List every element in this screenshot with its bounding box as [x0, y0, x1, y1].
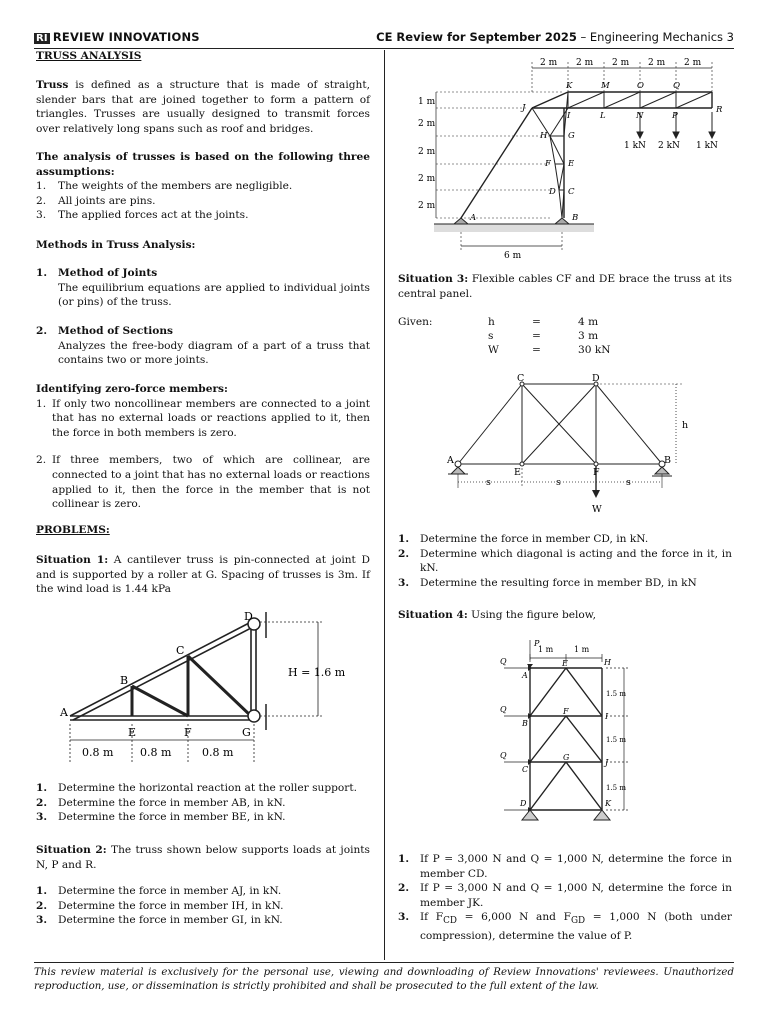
fig2-label-f: F — [545, 159, 551, 169]
given-w-value: 30 kN — [578, 344, 611, 356]
given-w-eq: = — [532, 344, 541, 356]
fig1-span-1: 0.8 m — [82, 746, 114, 759]
fig4-dim-1: 1 m — [538, 645, 554, 654]
fig1-label-b: B — [120, 674, 129, 687]
fig4-label-j: J — [605, 758, 609, 767]
fig2-label-a: A — [470, 213, 477, 223]
given-h-key: h — [488, 316, 495, 328]
fig2-label-b: B — [572, 213, 579, 223]
situation-1 — [36, 553, 370, 597]
list-item: 2. All joints are pins. — [36, 194, 156, 207]
fig4-label-d: D — [520, 799, 527, 808]
fig1-label-g: G — [242, 726, 251, 739]
situation-1-text: A cantilever truss is pin-connected at joint D and is supported by a roller at G. Spacing of trusses is 3m. If the wind load is 1.44 kPa — [36, 554, 370, 596]
fig2-load-r: 1 kN — [696, 141, 718, 151]
fig2-label-e: E — [568, 159, 575, 169]
fig2-side-dim-4: 2 m — [418, 174, 436, 184]
fig1-label-e: E — [128, 726, 137, 739]
fig2-top-dim-3: 2 m — [612, 58, 630, 68]
situation-4-questions: 1. If P = 3,000 N and Q = 1,000 N, determine the force in member CD. 2. If P = 3,000 N and Q = 1,000 N, determine the force in member JK. 3. If $F_{CD} = 6,000$ N and $F_{GD} = 1,000$ N (both under compression), determine the value of P. — [398, 853, 732, 943]
fig1-label-f: F — [184, 726, 192, 739]
fig4-q-1: Q — [500, 657, 507, 666]
fig4-label-b: B — [522, 719, 528, 728]
fig3-label-f: F — [593, 467, 600, 478]
fig2-base-dim: 6 m — [504, 251, 522, 261]
list-item: 1. If only two noncollinear members are connected to a joint that has no external loads or reactions applied to it, then the force in both members is zero. — [36, 397, 370, 439]
given-w-key: W — [488, 344, 499, 356]
truss-definition — [36, 78, 370, 136]
fig3-h-label: h — [682, 420, 689, 431]
fig2-label-o: O — [637, 81, 644, 91]
copyright-footer: This review material is exclusively for the personal use, viewing and downloading of Review Innovations' reviewees. Unauthorized reproduction, use, or dissemination is strictly prohibited and shall be prosecuted to the full extent of the law. — [34, 962, 734, 994]
fig3-s-2: s — [556, 477, 561, 488]
given-s-eq: = — [532, 330, 541, 342]
section-title: TRUSS ANALYSIS — [36, 50, 142, 62]
fig4-label-i: I — [605, 712, 609, 721]
fig1-label-c: C — [176, 644, 185, 657]
braced-truss-figure — [438, 372, 708, 520]
fig2-label-r: R — [716, 105, 723, 115]
column-divider — [384, 50, 385, 960]
fig4-height-3: 1.5 m — [606, 784, 626, 792]
given-s-value: 3 m — [578, 330, 599, 342]
fig4-label-h: H — [604, 658, 611, 667]
fig2-label-j: J — [522, 103, 526, 113]
fig2-label-i: I — [567, 111, 571, 121]
tower-truss-figure — [494, 638, 644, 834]
fig2-load-p: 2 kN — [658, 141, 680, 151]
fig3-w-label: W — [592, 504, 602, 515]
fig4-label-f: F — [563, 707, 569, 716]
fig4-label-k: K — [605, 799, 611, 808]
method-joints: 1. Method of Joints The equilibrium equations are applied to individual joints (or pins) of the truss. — [36, 267, 370, 309]
method-sections-title: Method of Sections — [58, 325, 174, 337]
list-item: 1. The weights of the members are negligible. — [36, 180, 293, 193]
truss-term: Truss — [36, 79, 69, 91]
cantilever-truss-figure — [56, 610, 376, 770]
situation-2-questions: 1. Determine the force in member AJ, in kN. 2. Determine the force in member IH, in kN. 3. Determine the force in member GI, in kN. — [36, 885, 284, 927]
fig2-top-dim-4: 2 m — [648, 58, 666, 68]
assumptions-block — [36, 150, 370, 223]
fig3-label-d: D — [592, 373, 600, 384]
fig4-height-1: 1.5 m — [606, 690, 626, 698]
fig4-p-label: P — [534, 639, 540, 648]
method-sections-text: Analyzes the free-body diagram of a part of a truss that contains two or more joints. — [58, 339, 370, 367]
fig4-label-c: C — [522, 765, 529, 774]
fig3-s-1: s — [486, 477, 491, 488]
subject-name: Engineering Mechanics 3 — [589, 30, 734, 44]
situation-3-questions: 1. Determine the force in member CD, in kN. 2. Determine which diagonal is acting and the force in it, in kN. 3. Determine the resulting force in member BD, in kN — [398, 533, 732, 589]
fig4-q-3: Q — [500, 751, 507, 760]
fig2-side-dim-2: 2 m — [418, 119, 436, 129]
load-arrow-icon — [592, 490, 600, 498]
problems-title: PROBLEMS: — [36, 524, 110, 536]
fig3-s-3: s — [626, 477, 631, 488]
given-s-key: s — [488, 330, 494, 342]
situation-4-text: Using the figure below, — [467, 609, 596, 621]
fig4-label-a: A — [522, 671, 528, 680]
fig2-side-dim-5: 2 m — [418, 201, 436, 211]
fig1-span-2: 0.8 m — [140, 746, 172, 759]
fig4-q-2: Q — [500, 705, 507, 714]
methods-title: Methods in Truss Analysis: — [36, 239, 196, 251]
fig2-label-p: P — [672, 111, 678, 121]
fig2-label-d: D — [549, 187, 556, 197]
logo-text: REVIEW INNOVATIONS — [52, 30, 200, 44]
fig2-label-q: Q — [673, 81, 680, 91]
fig2-label-c: C — [568, 187, 575, 197]
fig4-dim-2: 1 m — [574, 645, 590, 654]
fig2-label-l: L — [600, 111, 606, 121]
method-joints-text: The equilibrium equations are applied to individual joints (or pins) of the truss. — [58, 281, 370, 309]
situation-3-label: Situation 3: — [398, 273, 469, 285]
situation-3-text: Flexible cables CF and DE brace the truss at its central panel. — [398, 273, 732, 300]
situation-2-text: The truss shown below supports loads at joints N, P and R. — [36, 844, 370, 871]
fig2-top-dim-5: 2 m — [684, 58, 702, 68]
fig2-side-dim-1: 1 m — [418, 97, 436, 107]
method-sections: 2. Method of Sections Analyzes the free-body diagram of a part of a truss that contains two or more joints. — [36, 325, 370, 367]
course-name: CE Review for September 2025 — [376, 30, 577, 44]
logo-mark: RI — [36, 33, 48, 44]
zero-force-title: Identifying zero-force members: — [36, 383, 228, 395]
assumptions-title: The analysis of trusses is based on the following three assumptions: — [36, 151, 370, 178]
fig2-label-k: K — [566, 81, 573, 91]
roof-truss-figure — [414, 56, 724, 266]
situation-3 — [398, 272, 732, 301]
course-title — [376, 30, 734, 44]
situation-1-label: Situation 1: — [36, 554, 109, 566]
truss-definition-text: is defined as a structure that is made of straight, slender bars that are joined together to form a pattern of triangles. Trusses are usually designed to transmit forces over relatively long spans such as roof and bridges. — [36, 79, 370, 135]
title-dash: – — [576, 30, 590, 44]
given-h-eq: = — [532, 316, 541, 328]
fig2-side-dim-3: 2 m — [418, 147, 436, 157]
given-h-value: 4 m — [578, 316, 599, 328]
situation-1-questions: 1. Determine the horizontal reaction at the roller support. 2. Determine the force in member AB, in kN. 3. Determine the force in member BE, in kN. — [36, 782, 357, 824]
situation-2-label: Situation 2: — [36, 844, 107, 856]
situation-4-label: Situation 4: — [398, 609, 468, 621]
fig1-label-a: A — [60, 706, 68, 719]
situation-2 — [36, 843, 370, 872]
fig2-label-h: H — [540, 131, 548, 141]
method-joints-title: Method of Joints — [58, 267, 158, 279]
given-label: Given: — [398, 316, 433, 328]
fig2-label-m: M — [601, 81, 610, 91]
fig3-label-e: E — [514, 467, 521, 478]
page-header — [34, 30, 734, 49]
fig1-height-label: H = 1.6 m — [288, 666, 346, 679]
fig3-label-c: C — [517, 373, 525, 384]
list-item: 2. If three members, two of which are collinear, are connected to a joint that has no external loads or reactions applied to it, then the force in the member that is not collinear is zero. — [36, 454, 370, 511]
fig3-label-b: B — [664, 455, 671, 466]
fig4-label-e: E — [562, 659, 568, 668]
fig4-label-g: G — [563, 753, 570, 762]
zero-force-block — [36, 382, 370, 512]
fig4-height-2: 1.5 m — [606, 736, 626, 744]
fig3-label-a: A — [447, 455, 454, 466]
fig2-label-g: G — [568, 131, 575, 141]
fig2-label-n: N — [636, 111, 644, 121]
fig2-load-n: 1 kN — [624, 141, 646, 151]
situation-4 — [398, 608, 732, 623]
fig2-top-dim-2: 2 m — [576, 58, 594, 68]
fig1-label-d: D — [244, 610, 253, 623]
fig2-top-dim-1: 2 m — [540, 58, 558, 68]
brand-logo — [34, 30, 200, 44]
list-item: 3. The applied forces act at the joints. — [36, 209, 249, 222]
fig1-span-3: 0.8 m — [202, 746, 234, 759]
